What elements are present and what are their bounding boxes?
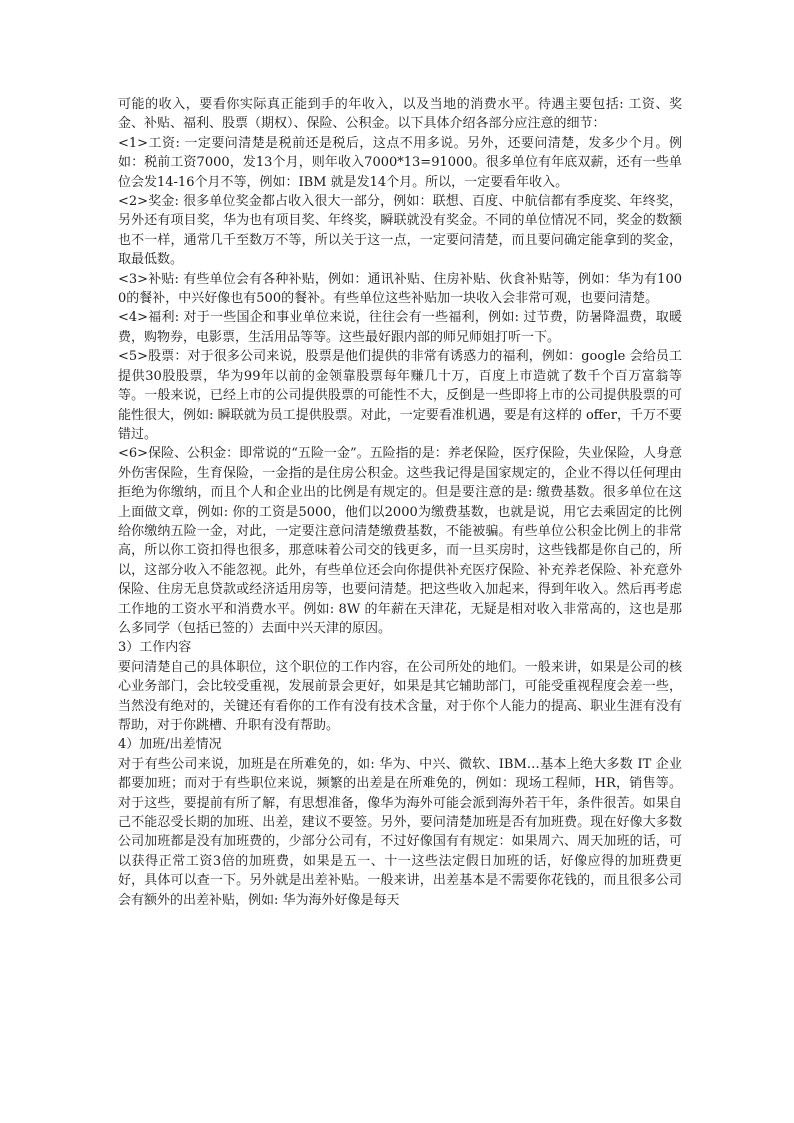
paragraph-bonus: <2>奖金: 很多单位奖金都占收入很大一部分，例如：联想、百度、中航信都有季度奖、年终奖，另外还有项目奖，华为也有项目奖、年终奖，瞬联就没有奖金。不同的单位情况不同，奖金的数额也不一样，通常几千至数万不等，所以关于这一点，一定要问清楚，而且要问确定能拿到的奖金，取最低数。 bbox=[118, 194, 682, 268]
paragraph-intro: 可能的收入，要看你实际真正能到手的年收入，以及当地的消费水平。待遇主要包括: 工资、奖金、补贴、福利、股票（期权）、保险、公积金。以下具体介绍各部分应注意的细节： bbox=[118, 97, 682, 132]
paragraph-insurance: <6>保险、公积金：即常说的“五险一金”。五险指的是：养老保险，医疗保险，失业保险，人身意外伤害保险，生育保险，一金指的是住房公积金。这些我记得是国家规定的，企业不得以任何理由拒绝为你缴纳，而且个人和企业出的比例是有规定的。但是要注意的是: 缴费基数。很多单位在这上面做文章，例如: 你的工资是5000，他们以2000为缴费基数，也就是说，用它去乘固定的比例给你缴纳五险一金，对此，一定要注意问清楚缴费基数，不能被骗。有些单位公积金比例上的非常高，所以你工资扣得也很多，那意味着公司交的钱更多，而一旦买房时，这些钱都是你自己的，所以，这部分收入不能忽视。此外，有些单位还会向你提供补充医疗保险、补充养老保险、补充意外保险、住房无息贷款或经济适用房等，也要问清楚。把这些收入加起来，得到年收入。然后再考虑工作地的工资水平和消费水平。例如: 8W 的年薪在天津花，无疑是相对收入非常高的，这也是那么多同学（包括已签的）去面中兴天津的原因。 bbox=[118, 446, 682, 636]
section-heading-work-content: 3）工作内容 bbox=[118, 640, 192, 656]
section-heading-overtime: 4）加班/出差情况 bbox=[118, 737, 222, 753]
paragraph-salary: <1>工资: 一定要问清楚是税前还是税后，这点不用多说。另外，还要问清楚，发多少个月。例如：税前工资7000，发13个月，则年收入7000*13=91000。很多单位有年底双薪，还有一些单位会发14-16个月不等，例如：IBM 就是发14个月。所以，一定要看年收入。 bbox=[118, 135, 682, 190]
paragraph-work-content: 要问清楚自己的具体职位，这个职位的工作内容，在公司所处的地们。一般来讲，如果是公司的核心业务部门，会比较受重视，发展前景会更好，如果是其它辅助部门，可能受重视程度会差一些，当然没有绝对的，关键还有看你的工作有没有技术含量，对于你个人能力的提高、职业生涯有没有帮助，对于你跳槽、升职有没有帮助。 bbox=[118, 659, 682, 733]
paragraph-stock: <5>股票：对于很多公司来说，股票是他们提供的非常有诱惑力的福利，例如：google 会给员工提供30股股票，华为99年以前的金领靠股票每年赚几十万，百度上市造就了数千个百万富翁等等。一般来说，已经上市的公司提供股票的可能性不大，反倒是一些即将上市的公司提供股票的可能性很大，例如: 瞬联就为员工提供股票。对此，一定要看准机遇，要是有这样的 offer，千万不要错过。 bbox=[118, 349, 682, 442]
document-page bbox=[118, 95, 682, 910]
paragraph-overtime: 对于有些公司来说，加班是在所难免的，如: 华为、中兴、微软、IBM…基本上绝大多数 IT 企业都要加班；而对于有些职位来说，频繁的出差是在所难免的，例如：现场工程师，HR，销售等。对于这些，要提前有所了解，有思想准备，像华为海外可能会派到海外若干年，条件很苦。如果自己不能忍受长期的加班、出差，建议不要签。另外，要问清楚加班是否有加班费。现在好像大多数公司加班都是没有加班费的，少部分公司有，不过好像国有有规定：如果周六、周天加班的话，可以获得正常工资3倍的加班费，如果是五一、十一这些法定假日加班的话，好像应得的加班费更好，具体可以查一下。另外就是出差补贴。一般来讲，出差基本是不需要你花钱的，而且很多公司会有额外的出差补贴，例如: 华为海外好像是每天 bbox=[118, 756, 682, 908]
paragraph-allowance: <3>补贴: 有些单位会有各种补贴，例如：通讯补贴、住房补贴、伙食补贴等，例如：华为有1000的餐补，中兴好像也有500的餐补。有些单位这些补贴加一块收入会非常可观，也要问清楚。 bbox=[118, 271, 682, 307]
paragraph-welfare: <4>福利: 对于一些国企和事业单位来说，往往会有一些福利，例如: 过节费，防暑降温费，取暖费，购物券，电影票，生活用品等等。这些最好跟内部的师兄师姐打听一下。 bbox=[118, 310, 682, 345]
